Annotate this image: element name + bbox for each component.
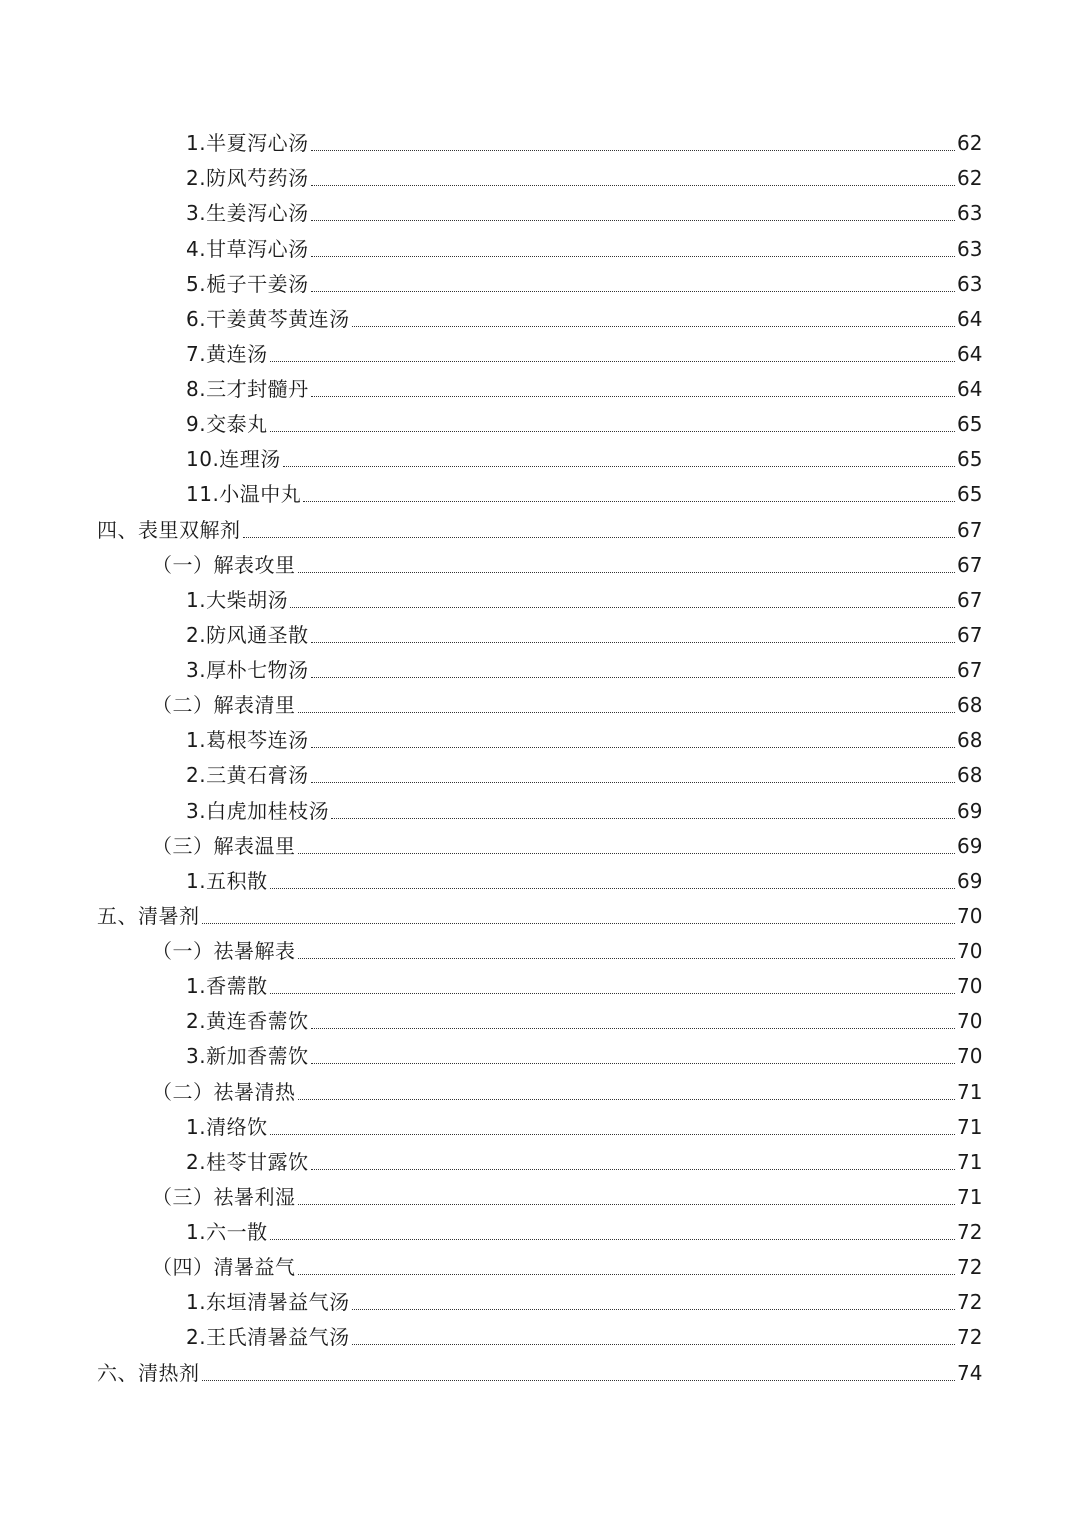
toc-entry[interactable] (0, 1145, 1080, 1180)
toc-entry[interactable] (0, 1320, 1080, 1355)
toc-entry[interactable] (0, 1039, 1080, 1074)
dot-leader (311, 185, 955, 186)
toc-entry[interactable] (0, 793, 1080, 828)
toc-page-number: 71 (957, 1114, 983, 1139)
dot-leader (303, 501, 955, 502)
toc-entry[interactable] (0, 407, 1080, 442)
toc-entry-title: 2.防风通圣散 (186, 622, 309, 647)
toc-entry-title: 六、清热剂 (97, 1360, 200, 1385)
toc-entry-title: 2.王氏清暑益气汤 (186, 1325, 350, 1350)
toc-entry[interactable] (0, 1355, 1080, 1390)
toc-page-number: 68 (957, 728, 983, 753)
toc-page-number: 69 (957, 868, 983, 893)
toc-entry[interactable] (0, 1180, 1080, 1215)
toc-page-number: 68 (957, 763, 983, 788)
toc-entry[interactable] (0, 688, 1080, 723)
dot-leader (270, 1134, 955, 1135)
toc-page-number: 67 (957, 587, 983, 612)
toc-entry-title: 2.防风芍药汤 (186, 166, 309, 191)
toc-page-number: 65 (957, 412, 983, 437)
toc-entry-title: 3.厚朴七物汤 (186, 658, 309, 682)
dot-leader (311, 396, 955, 397)
toc-entry-title: （三）解表温里 (152, 833, 296, 858)
toc-page-number: 69 (957, 833, 983, 858)
dot-leader (311, 677, 955, 678)
toc-page-number: 67 (957, 622, 983, 647)
toc-entry-title: 1.大柴胡汤 (186, 587, 289, 612)
toc-page-number: 62 (957, 131, 983, 156)
toc-entry-title: 4.甘草泻心汤 (186, 236, 309, 261)
toc-page-number: 67 (957, 517, 983, 542)
dot-leader (311, 150, 955, 151)
toc-entry-title: 1.五积散 (186, 868, 268, 893)
toc-entry-title: 1.东垣清暑益气汤 (186, 1290, 350, 1315)
dot-leader (298, 1274, 956, 1275)
toc-page-number: 72 (957, 1220, 983, 1244)
dot-leader (298, 1204, 956, 1205)
toc-entry[interactable] (0, 1004, 1080, 1039)
toc-entry[interactable] (0, 267, 1080, 302)
toc-page-number: 65 (957, 482, 983, 507)
dot-leader (311, 747, 955, 748)
toc-entry-title: 10.连理汤 (186, 447, 281, 472)
toc-page-number: 68 (957, 693, 983, 718)
dot-leader (202, 923, 956, 924)
toc-entry-title: 1.香薷散 (186, 974, 268, 999)
dot-leader (311, 220, 955, 221)
toc-page-number: 67 (957, 552, 983, 577)
toc-page-number: 65 (957, 447, 983, 472)
toc-entry[interactable] (0, 231, 1080, 266)
toc-page-number: 70 (957, 903, 983, 928)
toc-entry[interactable] (0, 1110, 1080, 1145)
dot-leader (298, 1099, 956, 1100)
toc-entry[interactable] (0, 723, 1080, 758)
toc-page-number: 64 (957, 306, 983, 331)
toc-entry-title: 6.干姜黄芩黄连汤 (186, 306, 350, 331)
toc-entry[interactable] (0, 337, 1080, 372)
toc-entry-title: （一）解表攻里 (152, 552, 296, 577)
toc-entry-title: 1.葛根芩连汤 (186, 728, 309, 753)
toc-entry-title: 8.三才封髓丹 (186, 377, 309, 401)
toc-entry-title: 9.交泰丸 (186, 412, 268, 437)
toc-entry[interactable] (0, 864, 1080, 899)
toc-entry[interactable] (0, 512, 1080, 547)
toc-entry[interactable] (0, 442, 1080, 477)
toc-entry-title: （一）祛暑解表 (152, 939, 296, 963)
toc-entry[interactable] (0, 618, 1080, 653)
dot-leader (311, 1063, 955, 1064)
dot-leader (311, 1169, 955, 1170)
dot-leader (298, 853, 956, 854)
toc-page-number: 64 (957, 341, 983, 366)
toc-entry-title: 3.新加香薷饮 (186, 1044, 309, 1069)
toc-page-number: 70 (957, 974, 983, 999)
dot-leader (243, 537, 956, 538)
toc-page-number: 63 (957, 236, 983, 261)
toc-page-number: 71 (957, 1149, 983, 1174)
dot-leader (352, 1344, 955, 1345)
toc-page-number: 72 (957, 1325, 983, 1350)
toc-entry[interactable] (0, 477, 1080, 512)
toc-entry-title: 1.清络饮 (186, 1114, 268, 1139)
toc-page-number: 64 (957, 377, 983, 401)
toc-page-number: 71 (957, 1079, 983, 1104)
toc-entry[interactable] (0, 1250, 1080, 1285)
table-of-contents (0, 126, 1080, 1391)
toc-entry[interactable] (0, 583, 1080, 618)
toc-entry[interactable] (0, 653, 1080, 688)
toc-page-number: 71 (957, 1184, 983, 1209)
toc-page-number: 67 (957, 658, 983, 682)
toc-entry[interactable] (0, 1074, 1080, 1109)
toc-entry[interactable] (0, 302, 1080, 337)
dot-leader (283, 466, 955, 467)
toc-entry[interactable] (0, 126, 1080, 161)
toc-entry-title: 四、表里双解剂 (97, 517, 241, 542)
dot-leader (298, 712, 956, 713)
toc-entry-title: 3.白虎加桂枝汤 (186, 798, 330, 823)
toc-page-number: 63 (957, 271, 983, 296)
toc-entry-title: 1.六一散 (186, 1220, 268, 1244)
dot-leader (202, 1380, 956, 1381)
toc-page-number: 62 (957, 166, 983, 191)
toc-entry-title: 3.生姜泻心汤 (186, 201, 309, 226)
dot-leader (311, 256, 955, 257)
toc-entry-title: （四）清暑益气 (152, 1255, 296, 1280)
toc-page-number: 69 (957, 798, 983, 823)
toc-page-number: 72 (957, 1255, 983, 1280)
toc-entry-title: 7.黄连汤 (186, 341, 268, 366)
toc-entry-title: 1.半夏泻心汤 (186, 131, 309, 156)
toc-page-number: 70 (957, 939, 983, 963)
toc-page-number: 70 (957, 1009, 983, 1034)
dot-leader (270, 361, 955, 362)
dot-leader (298, 958, 956, 959)
dot-leader (270, 1239, 955, 1240)
toc-page-number: 63 (957, 201, 983, 226)
dot-leader (331, 818, 955, 819)
toc-entry-title: （三）祛暑利湿 (152, 1184, 296, 1209)
toc-entry-title: 2.黄连香薷饮 (186, 1009, 309, 1034)
toc-page-number: 70 (957, 1044, 983, 1069)
dot-leader (311, 1028, 955, 1029)
toc-entry[interactable] (0, 829, 1080, 864)
dot-leader (352, 1309, 955, 1310)
toc-entry[interactable] (0, 969, 1080, 1004)
toc-entry[interactable] (0, 548, 1080, 583)
toc-entry[interactable] (0, 372, 1080, 407)
toc-entry[interactable] (0, 161, 1080, 196)
toc-page-number: 72 (957, 1290, 983, 1315)
toc-entry-title: （二）祛暑清热 (152, 1079, 296, 1104)
toc-page-number: 74 (957, 1360, 983, 1385)
toc-entry-title: 5.栀子干姜汤 (186, 271, 309, 296)
dot-leader (270, 993, 955, 994)
dot-leader (352, 326, 955, 327)
toc-entry[interactable] (0, 196, 1080, 231)
toc-entry[interactable] (0, 934, 1080, 969)
dot-leader (290, 607, 955, 608)
dot-leader (311, 642, 955, 643)
toc-entry-title: 2.三黄石膏汤 (186, 763, 309, 788)
toc-entry[interactable] (0, 1285, 1080, 1320)
dot-leader (311, 782, 955, 783)
toc-entry-title: （二）解表清里 (152, 693, 296, 718)
toc-entry-title: 五、清暑剂 (97, 903, 200, 928)
dot-leader (270, 431, 955, 432)
toc-entry[interactable] (0, 758, 1080, 793)
dot-leader (298, 572, 956, 573)
dot-leader (270, 888, 955, 889)
dot-leader (311, 291, 955, 292)
toc-entry-title: 2.桂苓甘露饮 (186, 1149, 309, 1174)
toc-entry-title: 11.小温中丸 (186, 482, 302, 507)
toc-entry[interactable] (0, 1215, 1080, 1250)
toc-entry[interactable] (0, 899, 1080, 934)
